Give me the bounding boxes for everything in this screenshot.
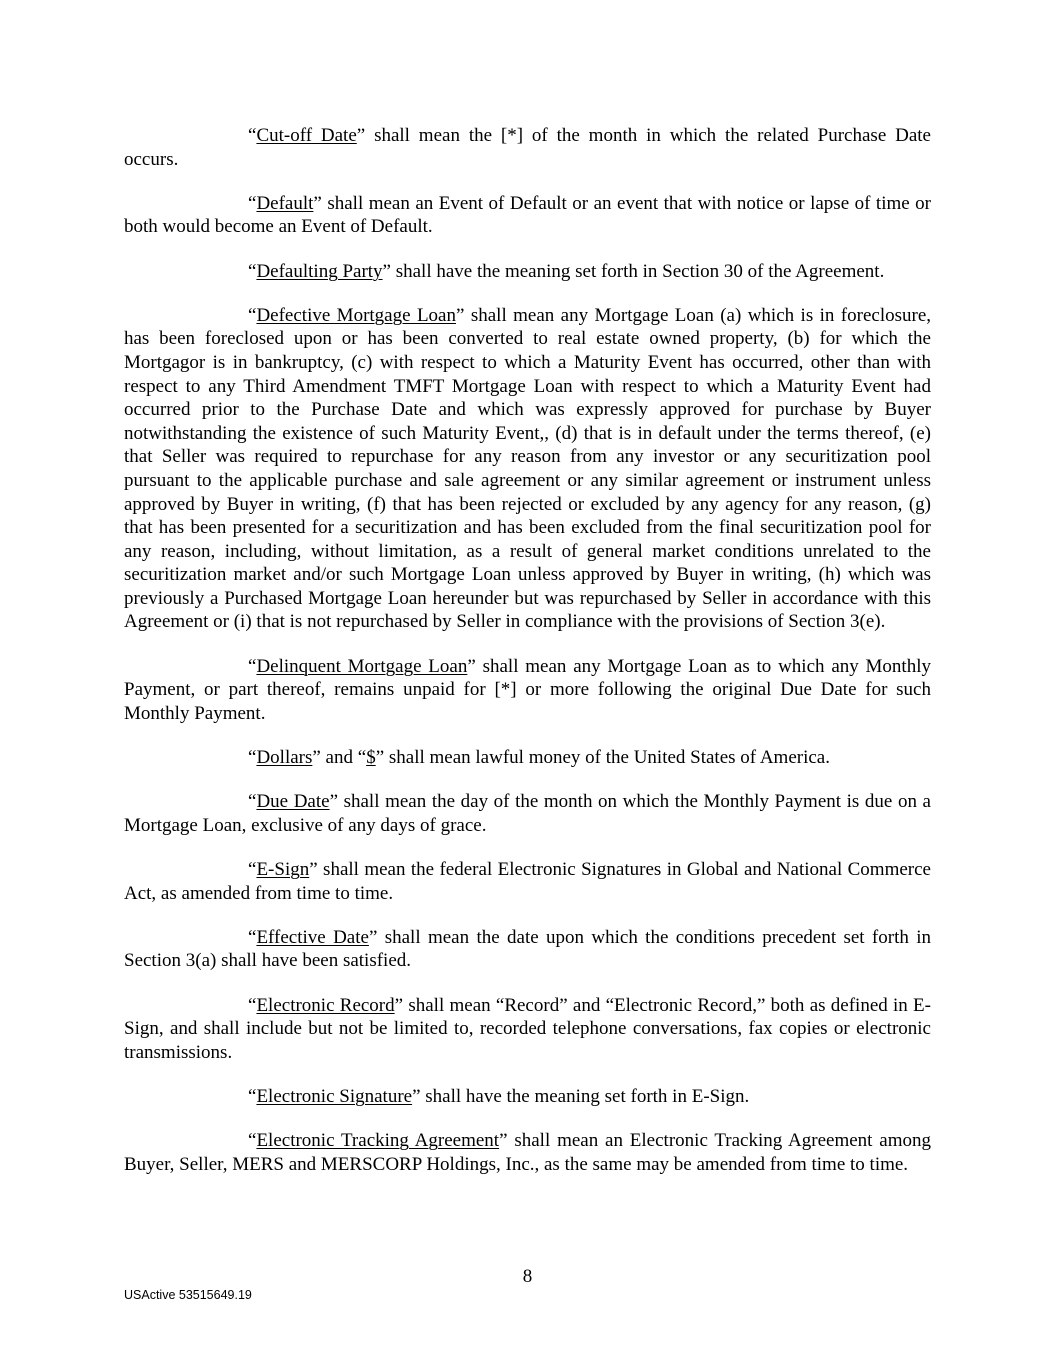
term-connector: ” and “ bbox=[312, 747, 367, 769]
definition-text: ” shall mean “Record” and “Electronic Record,” both as defined in E-Sign, and shall include but not be limited to, recorded telephone conversations, fax copies or electronic transmissions. bbox=[124, 994, 931, 1063]
definition-dollars bbox=[124, 746, 931, 770]
definition-effective-date bbox=[124, 926, 931, 973]
defined-term-symbol: $ bbox=[366, 747, 376, 769]
definition-text: ” shall mean lawful money of the United States of America. bbox=[375, 747, 830, 769]
defined-term: E-Sign bbox=[256, 859, 310, 880]
open-quote: “ bbox=[248, 926, 257, 948]
definition-text: ” shall have the meaning set forth in E-Sign. bbox=[412, 1085, 750, 1107]
definition-text: ” shall mean the day of the month on which the Monthly Payment is due on a Mortgage Loan, exclusive of any days of grace. bbox=[124, 791, 931, 836]
definition-delinquent-mortgage-loan bbox=[124, 655, 931, 726]
open-quote: “ bbox=[248, 192, 257, 214]
open-quote: “ bbox=[248, 859, 257, 880]
definition-text: ” shall mean the date upon which the conditions precedent set forth in Section 3(a) shall have been satisfied. bbox=[124, 926, 931, 972]
open-quote: “ bbox=[248, 747, 257, 769]
definitions-body bbox=[124, 124, 931, 1197]
open-quote: “ bbox=[248, 791, 257, 813]
open-quote: “ bbox=[248, 655, 257, 677]
defined-term: Delinquent Mortgage Loan bbox=[256, 655, 468, 677]
defined-term: Electronic Record bbox=[256, 994, 395, 1016]
definition-text: ” shall mean the [*] of the month in which the related Purchase Date occurs. bbox=[124, 125, 931, 170]
definition-e-sign bbox=[124, 858, 931, 905]
open-quote: “ bbox=[248, 1085, 257, 1107]
defined-term: Dollars bbox=[256, 747, 313, 769]
definition-defaulting-party bbox=[124, 260, 931, 284]
definition-defective-mortgage-loan bbox=[124, 304, 931, 634]
definition-text: ” shall mean an Event of Default or an event that with notice or lapse of time or both would become an Event of Default. bbox=[124, 192, 931, 238]
definition-electronic-tracking-agreement bbox=[124, 1129, 931, 1176]
open-quote: “ bbox=[248, 260, 257, 282]
defined-term: Due Date bbox=[256, 791, 330, 813]
defined-term: Defective Mortgage Loan bbox=[256, 304, 456, 326]
definition-text: ” shall mean any Mortgage Loan (a) which is in foreclosure, has been foreclosed upon or has been converted to real estate owned property, (b) for which the Mortgagor is in bankruptcy, (c) with respect to which a Maturity Event has occurred, other than with respect to any Third Amendment TMFT Mortgage Loan with respect to which a Maturity Event had occurred prior to the Purchase Date and which was expressly approved for purchase by Buyer notwithstanding the existence of such Maturity Event,, (d) that is in default under the terms thereof, (e) that Seller was required to repurchase for any reason from any investor or any securitization pool pursuant to the applicable purchase and sale agreement or any similar agreement or instrument unless approved by Buyer in writing, (f) that has been rejected or excluded by any agency for any reason, (g) that has been presented for a securitization and has been excluded from the final securitization pool for any reason, including, without limitation, as a result of general market conditions unrelated to the securitization market and/or such Mortgage Loan unless approved by Buyer in writing, (h) which was previously a Purchased Mortgage Loan hereunder but was repurchased by Seller in accordance with this Agreement or (i) that is not repurchased by Seller in compliance with the provisions of Section 3(e). bbox=[124, 304, 932, 633]
definition-text: ” shall mean an Electronic Tracking Agreement among Buyer, Seller, MERS and MERSCORP Holdings, Inc., as the same may be amended from time to time. bbox=[124, 1130, 931, 1175]
definition-electronic-record bbox=[124, 994, 931, 1065]
defined-term: Electronic Tracking Agreement bbox=[256, 1130, 500, 1152]
defined-term: Defaulting Party bbox=[256, 260, 383, 282]
document-id: USActive 53515649.19 bbox=[124, 1288, 252, 1302]
definition-cut-off-date bbox=[124, 124, 931, 171]
definition-default bbox=[124, 192, 931, 239]
defined-term: Default bbox=[256, 192, 314, 214]
definition-text: ” shall have the meaning set forth in Section 30 of the Agreement. bbox=[382, 260, 885, 282]
definition-text: ” shall mean any Mortgage Loan as to which any Monthly Payment, or part thereof, remains unpaid for [*] or more following the original Due Date for such Monthly Payment. bbox=[124, 655, 931, 724]
definition-electronic-signature bbox=[124, 1085, 931, 1109]
defined-term: Electronic Signature bbox=[256, 1085, 413, 1107]
page-number: 8 bbox=[522, 1266, 533, 1287]
open-quote: “ bbox=[248, 304, 257, 326]
open-quote: “ bbox=[248, 125, 257, 146]
open-quote: “ bbox=[248, 1130, 257, 1152]
defined-term: Effective Date bbox=[256, 926, 369, 948]
defined-term: Cut-off Date bbox=[256, 125, 357, 146]
open-quote: “ bbox=[248, 994, 257, 1016]
definition-due-date bbox=[124, 790, 931, 837]
definition-text: ” shall mean the federal Electronic Signatures in Global and National Commerce Act, as amended from time to time. bbox=[124, 859, 931, 904]
